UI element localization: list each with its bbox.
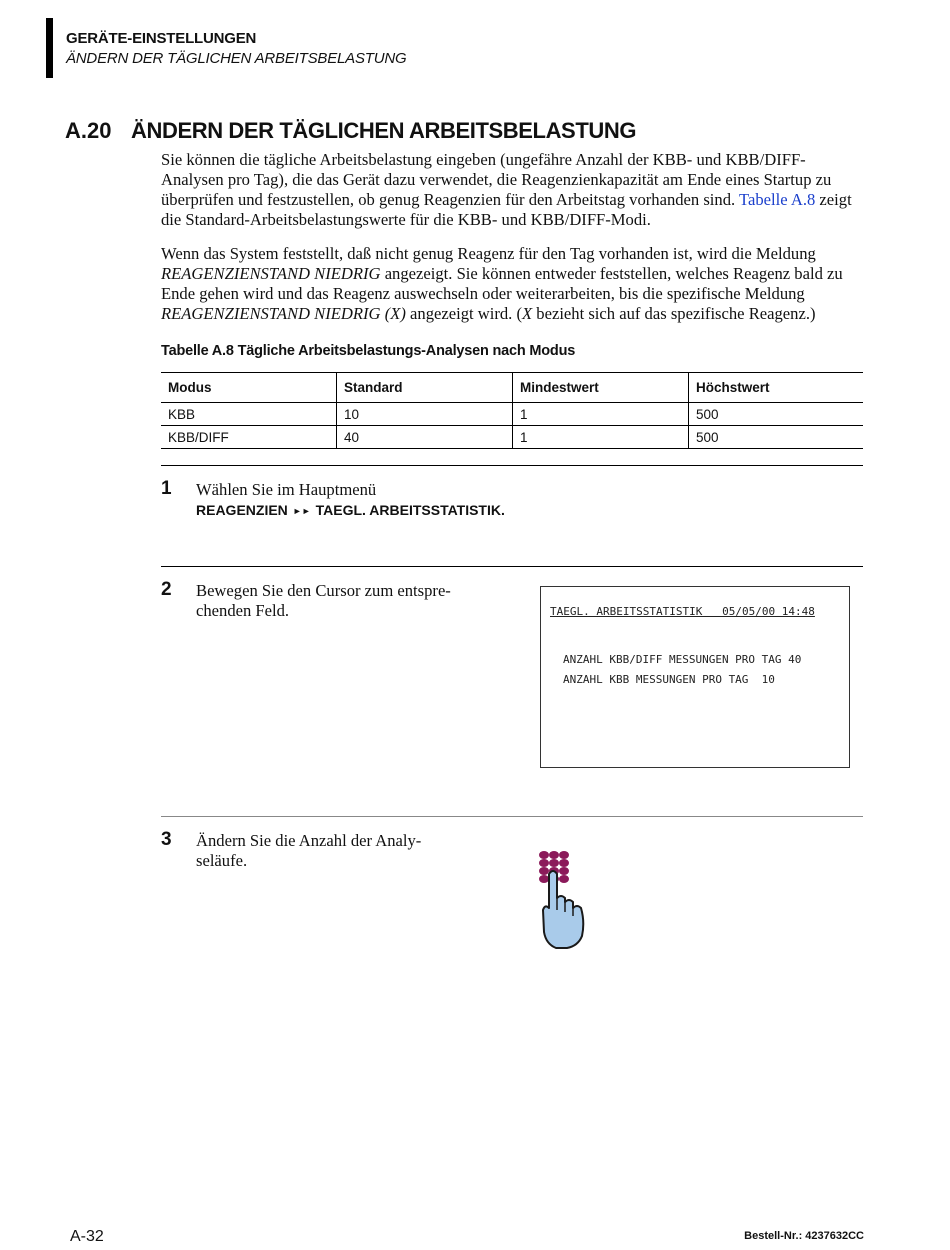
step-text: Ändern Sie die Anzahl der Analy- seläufe. — [196, 831, 422, 870]
step-divider — [161, 816, 863, 817]
warning-paragraph: Wenn das System feststellt, daß nicht genug Reagenz für den Tag vorhanden ist, wird die Meldung REAGENZIENSTAND NIEDRIG angezeigt. Sie können entweder feststellen, welches Reagenz bald zu Ende gehen wird und das Reagenz auswechseln oder weiterarbeiten, bis die spezifische Meldung REAGENZIENSTAND NIEDRIG (X) angezeigt wird. (X bezieht sich auf das spezifische Reagenz.) — [161, 244, 843, 323]
section-title: ÄNDERN DER TÄGLICHEN ARBEITSBELASTUNG — [131, 118, 637, 143]
step-number: 2 — [161, 579, 172, 600]
table-row — [161, 426, 863, 449]
menu-item-taegl-arbeitsstatistik: TAEGL. ARBEITSSTATISTIK — [315, 502, 501, 518]
header-bar — [46, 18, 53, 78]
table-cell: 1 — [513, 426, 689, 449]
table-row — [161, 403, 863, 426]
column-header: Modus — [168, 380, 212, 395]
menu-item-reagenzien: REAGENZIEN — [196, 502, 288, 518]
order-number: Bestell-Nr.: 4237632CC — [744, 1230, 864, 1242]
table-caption: Tabelle A.8 Tägliche Arbeitsbelastungs-Analysen nach Modus — [161, 343, 576, 359]
table-cell: KBB — [168, 406, 196, 422]
menu-path: REAGENZIEN ►► TAEGL. ARBEITSSTATISTIK. — [196, 502, 505, 518]
table-header-row — [161, 373, 863, 403]
column-header: Höchstwert — [689, 373, 864, 403]
page-number: A-32 — [70, 1228, 104, 1245]
running-header-section: GERÄTE-EINSTELLUNGEN — [66, 30, 257, 47]
step-number: 1 — [161, 478, 172, 499]
section-number: A.20 — [65, 118, 112, 143]
step-instruction: Wählen Sie im Hauptmenü — [196, 480, 377, 499]
table-cell: 40 — [337, 426, 513, 449]
table-cell: KBB/DIFF — [168, 429, 229, 445]
keypad-finger-press-icon — [534, 846, 594, 952]
step-divider — [161, 465, 863, 466]
instrument-screen — [540, 586, 850, 768]
table-cell: 10 — [337, 403, 513, 426]
table-reference-link[interactable]: Tabelle A.8 — [739, 190, 816, 209]
running-header-subsection: ÄNDERN DER TÄGLICHEN ARBEITSBELASTUNG — [66, 50, 407, 67]
step-text: Bewegen Sie den Cursor zum entspre- chenden Feld. — [196, 581, 451, 620]
screen-field-kbb: ANZAHL KBB MESSUNGEN PRO TAG 10 — [563, 673, 775, 686]
table-cell: 1 — [513, 403, 689, 426]
step-divider — [161, 566, 863, 567]
column-header: Standard — [337, 373, 513, 403]
step-text — [196, 480, 505, 521]
column-header: Mindestwert — [513, 373, 689, 403]
step-number: 3 — [161, 829, 172, 850]
screen-title: TAEGL. ARBEITSSTATISTIK 05/05/00 14:48 — [550, 605, 815, 618]
screen-field-kbb-diff: ANZAHL KBB/DIFF MESSUNGEN PRO TAG 40 — [563, 653, 802, 666]
intro-paragraph: Sie können die tägliche Arbeitsbelastung eingeben (ungefähre Anzahl der KBB- und KBB/DIFF-Analysen pro Tag), die das Gerät dazu verwendet, die Reagenzienkapazität am Ende eines Startup zu überprüfen und festzustellen, ob genug Reagenzien für den Arbeitstag vorhanden sind. Tabelle A.8 zeigt die Standard-Arbeitsbelastungswerte für die KBB- und KBB/DIFF-Modi. — [161, 150, 852, 229]
table-cell: 500 — [689, 403, 864, 426]
double-arrow-icon: ►► — [292, 506, 311, 516]
table-cell: 500 — [689, 426, 864, 449]
workload-table — [161, 372, 863, 449]
